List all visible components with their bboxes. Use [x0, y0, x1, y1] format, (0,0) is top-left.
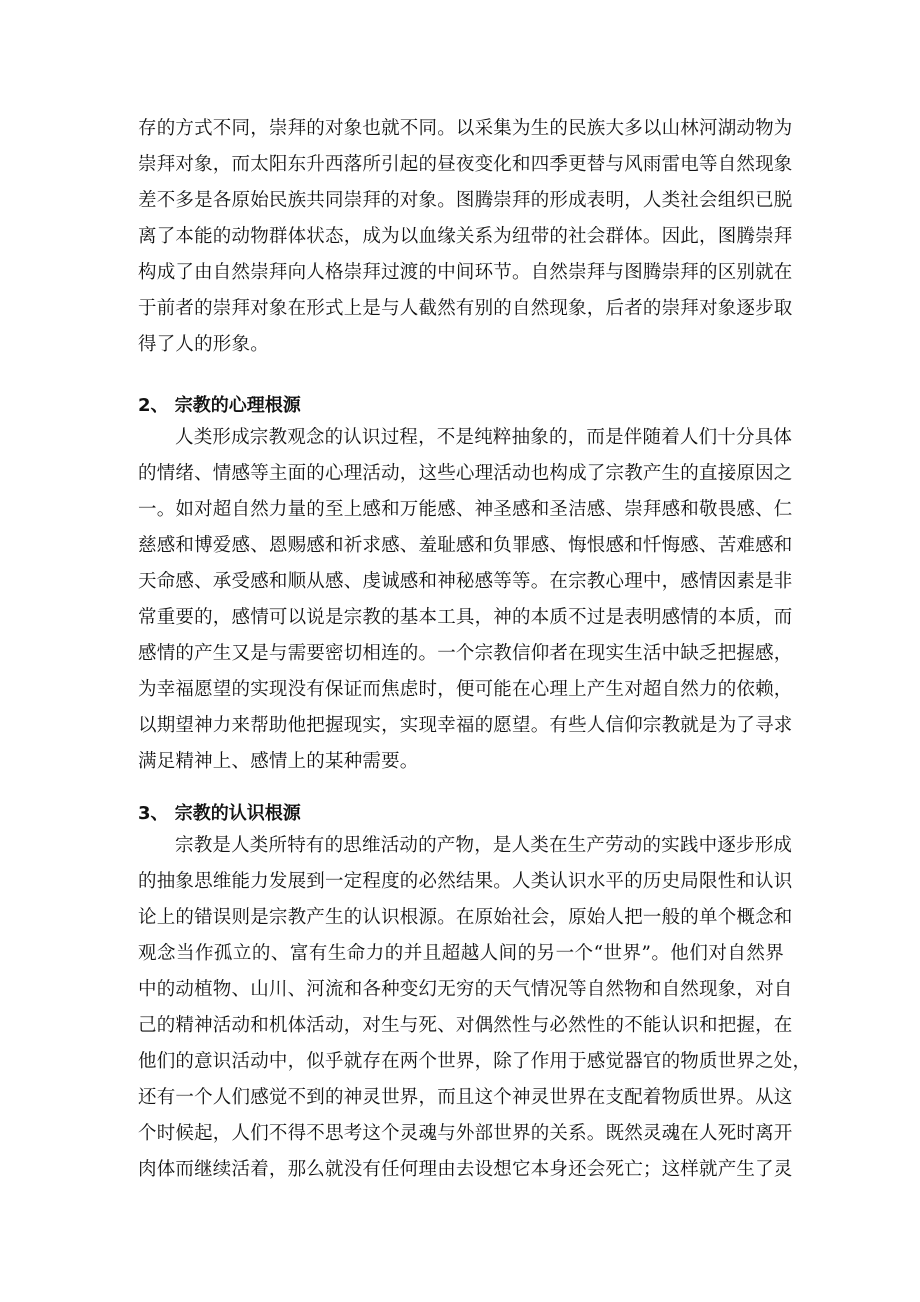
- text-line: 满足精神上、感情上的某种需要。: [138, 751, 419, 772]
- text-line: 离了本能的动物群体状态，成为以血缘关系为纽带的社会群体。因此，图腾崇拜: [138, 226, 793, 247]
- section-heading-2: 2、 宗教的心理根源: [138, 395, 301, 416]
- text-line: 人类形成宗教观念的认识过程，不是纯粹抽象的，而是伴随着人们十分具体: [175, 427, 793, 448]
- text-line: 慈感和博爱感、恩赐感和祈求感、羞耻感和负罪感、悔恨感和忏悔感、苦难感和: [138, 535, 793, 556]
- paragraph-3: [138, 828, 812, 1188]
- text-line: 一。如对超自然力量的至上感和万能感、神圣感和圣洁感、崇拜感和敬畏感、仁: [138, 499, 793, 520]
- text-line: 的抽象思维能力发展到一定程度的必然结果。人类认识水平的历史局限性和认识: [138, 871, 793, 892]
- text-line: 存的方式不同，崇拜的对象也就不同。以采集为生的民族大多以山林河湖动物为: [138, 118, 793, 139]
- text-line: 宗教是人类所特有的思维活动的产物，是人类在生产劳动的实践中逐步形成: [175, 835, 793, 856]
- text-line: 构成了由自然崇拜向人格崇拜过渡的中间环节。自然崇拜与图腾崇拜的区别就在: [138, 262, 793, 283]
- text-line: 得了人的形象。: [138, 334, 269, 355]
- text-line: 论上的错误则是宗教产生的认识根源。在原始社会，原始人把一般的单个概念和: [138, 907, 793, 928]
- text-line: 观念当作孤立的、富有生命力的并且超越人间的另一个“世界”。他们对自然界: [138, 943, 784, 964]
- section-heading-3: 3、 宗教的认识根源: [138, 803, 301, 824]
- text-line: 于前者的崇拜对象在形式上是与人截然有别的自然现象，后者的崇拜对象逐步取: [138, 298, 793, 319]
- text-line: 还有一个人们感觉不到的神灵世界，而且这个神灵世界在支配着物质世界。从这: [138, 1087, 793, 1108]
- text-line: 感情的产生又是与需要密切相连的。一个宗教信仰者在现实生活中缺乏把握感，: [138, 643, 793, 664]
- text-line: 肉体而继续活着，那么就没有任何理由去设想它本身还会死亡；这样就产生了灵: [138, 1159, 793, 1180]
- text-line: 崇拜对象，而太阳东升西落所引起的昼夜变化和四季更替与风雨雷电等自然现象: [138, 154, 793, 175]
- text-line: 为幸福愿望的实现没有保证而焦虑时，便可能在心理上产生对超自然力的依赖，: [138, 679, 793, 700]
- text-line: 常重要的，感情可以说是宗教的基本工具，神的本质不过是表明感情的本质，而: [138, 607, 793, 628]
- text-line: 的情绪、情感等主面的心理活动，这些心理活动也构成了宗教产生的直接原因之: [138, 463, 793, 484]
- text-line: 个时候起，人们不得不思考这个灵魂与外部世界的关系。既然灵魂在人死时离开: [138, 1123, 793, 1144]
- paragraph-2: [138, 420, 793, 780]
- paragraph-1: [138, 111, 793, 363]
- text-line: 天命感、承受感和顺从感、虔诚感和神秘感等等。在宗教心理中，感情因素是非: [138, 571, 793, 592]
- text-line: 差不多是各原始民族共同崇拜的对象。图腾崇拜的形成表明，人类社会组织已脱: [138, 190, 793, 211]
- text-line: 以期望神力来帮助他把握现实，实现幸福的愿望。有些人信仰宗教就是为了寻求: [138, 715, 793, 736]
- text-line: 中的动植物、山川、河流和各种变幻无穷的天气情况等自然物和自然现象，对自: [138, 979, 793, 1000]
- text-line: 己的精神活动和机体活动，对生与死、对偶然性与必然性的不能认识和把握，在: [138, 1015, 793, 1036]
- text-line: 他们的意识活动中，似乎就存在两个世界，除了作用于感觉器官的物质世界之处，: [138, 1051, 812, 1072]
